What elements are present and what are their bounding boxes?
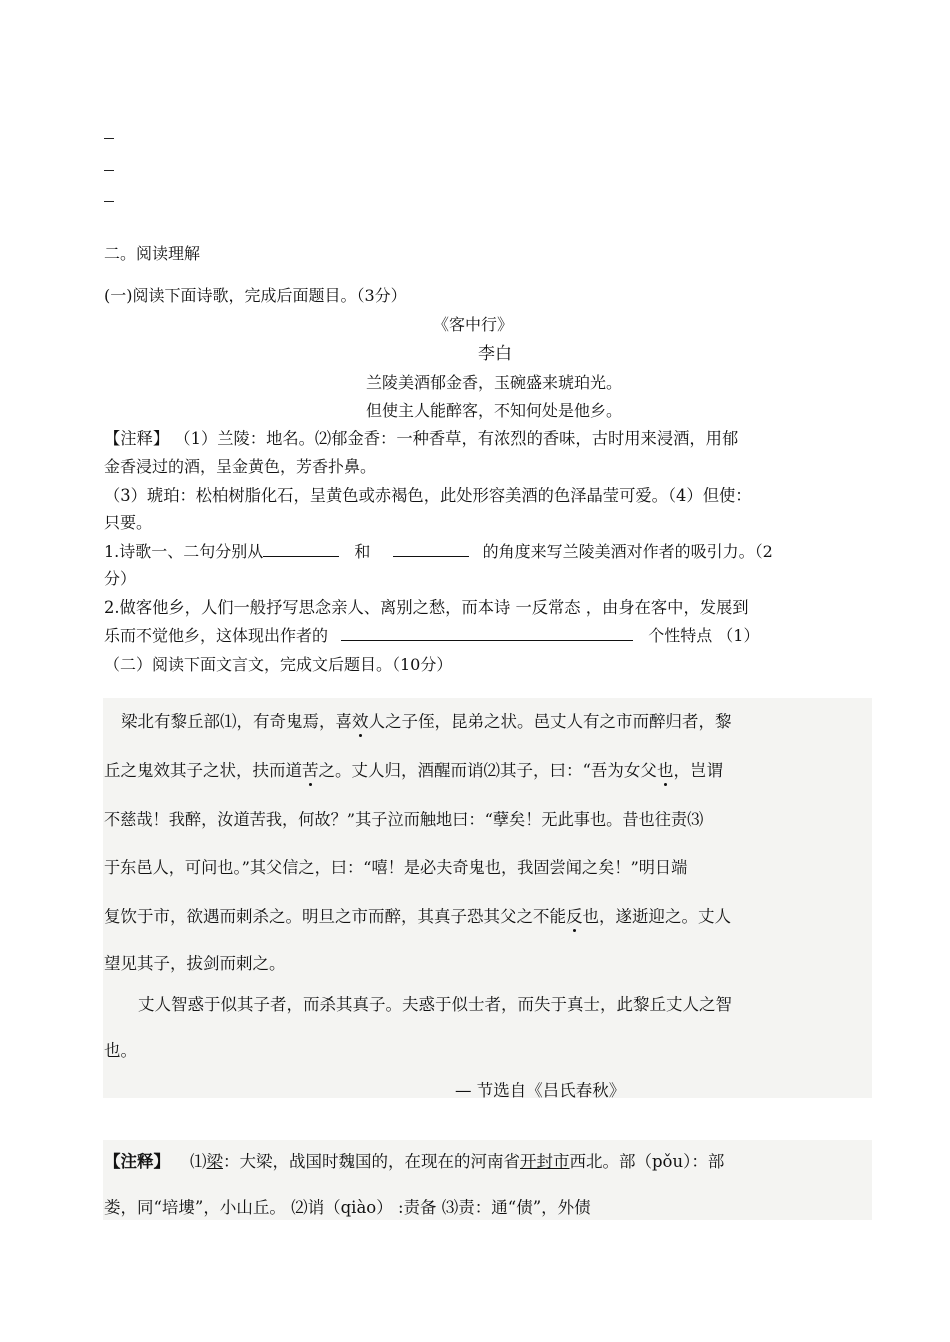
poem-author: 李白 (478, 344, 512, 364)
question-1-text: 的角度来写兰陵美酒对作者的吸引力。（2 (482, 542, 773, 561)
poem-line-2: 但使主人能醉客，不知何处是他乡。 (365, 401, 622, 420)
answer-blank[interactable] (341, 624, 633, 641)
question-1-text: 1.诗歌一、二句分别从 (104, 542, 264, 561)
emphasis-char: 也 (656, 761, 674, 780)
dash-line (104, 170, 114, 171)
question-2-cont (104, 622, 759, 650)
question-2-text: 乐而不觉他乡，这体现出作者的 (104, 626, 329, 645)
passage-line: 望见其子，拔剑而刺之。 (104, 954, 286, 973)
question-2: 2.做客他乡，人们一般抒写思念亲人、离别之愁，而本诗 一反常态 ，由身在客中，发展到 (104, 598, 749, 617)
note-label: 【注释】 (104, 1152, 170, 1171)
answer-blank[interactable] (393, 540, 469, 557)
emphasis-char: 反 (566, 907, 583, 926)
passage-note-line: 【注释】 ⑴梁：大梁，战国时魏国的，在现在的河南省开封市西北。部（pǒu）：部 (104, 1152, 725, 1171)
passage-line: 梁北有黎丘部⑴，有奇鬼焉，喜效人之子侄，昆弟之状。邑丈人有之市而醉归者，黎 (121, 712, 732, 731)
section-title: 二。阅读理解 (104, 244, 201, 263)
emphasis-char: 苦 (302, 761, 319, 780)
poem-note-line: 只要。 (104, 513, 153, 532)
passage-line: 丘之鬼效其子之状，扶而道苦之。丈人归，酒醒而诮⑵其子，曰：“吾为女父也，岂谓 (104, 761, 723, 780)
poem-note-line: 金香浸过的酒，呈金黄色，芳香扑鼻。 (104, 457, 377, 476)
passage-line: 不慈哉！我醉，汝道苦我，何故？”其子泣而触地曰：“孽矣！无此事也。昔也往责⑶ (104, 810, 704, 829)
question-1-cont: 分） (104, 569, 137, 588)
passage-line: 丈人智惑于似其子者，而杀其真子。夫惑于似士者，而失于真士，此黎丘丈人之智 (138, 995, 732, 1014)
poem-line-1: 兰陵美酒郁金香，玉碗盛来琥珀光。 (365, 373, 622, 392)
passage-source: — 节选自《吕氏春秋》 (455, 1081, 626, 1100)
answer-blank[interactable] (263, 540, 339, 557)
poem-title: 《客中行》 (432, 315, 513, 334)
passage-line: 于东邑人，可问也。”其父信之，曰：“嘻！是必夫奇鬼也，我固尝闻之矣！”明日端 (104, 858, 688, 877)
passage-line: 也。 (104, 1041, 137, 1060)
dash-line (104, 201, 114, 202)
emphasis-char: 效 (352, 712, 369, 731)
passage-note-line: 娄，同“培塿”，小山丘。 ⑵诮（qiào） :责备 ⑶责：通“债”，外债 (104, 1198, 591, 1217)
poem-note-line: （3）琥珀：松柏树脂化石，呈黄色或赤褐色，此处形容美酒的色泽晶莹可爱。（4）但使： (104, 486, 752, 505)
question-2-text: 个性特点 （1） (648, 626, 760, 645)
poem-note-line: 【注释】 （1）兰陵：地名。⑵郁金香：一种香草，有浓烈的香味，古时用来浸酒，用郁 (104, 429, 739, 448)
question-1 (104, 538, 773, 566)
part2-instruction: （二）阅读下面文言文，完成文后题目。（10分） (104, 655, 453, 674)
passage-line: 复饮于市，欲遇而刺杀之。明旦之市而醉，其真子恐其父之不能反也，遂逝迎之。丈人 (104, 907, 731, 926)
part1-instruction: (一)阅读下面诗歌，完成后面题目。（3分） (104, 286, 407, 305)
question-1-and: 和 (354, 542, 371, 561)
dash-line (104, 138, 114, 139)
